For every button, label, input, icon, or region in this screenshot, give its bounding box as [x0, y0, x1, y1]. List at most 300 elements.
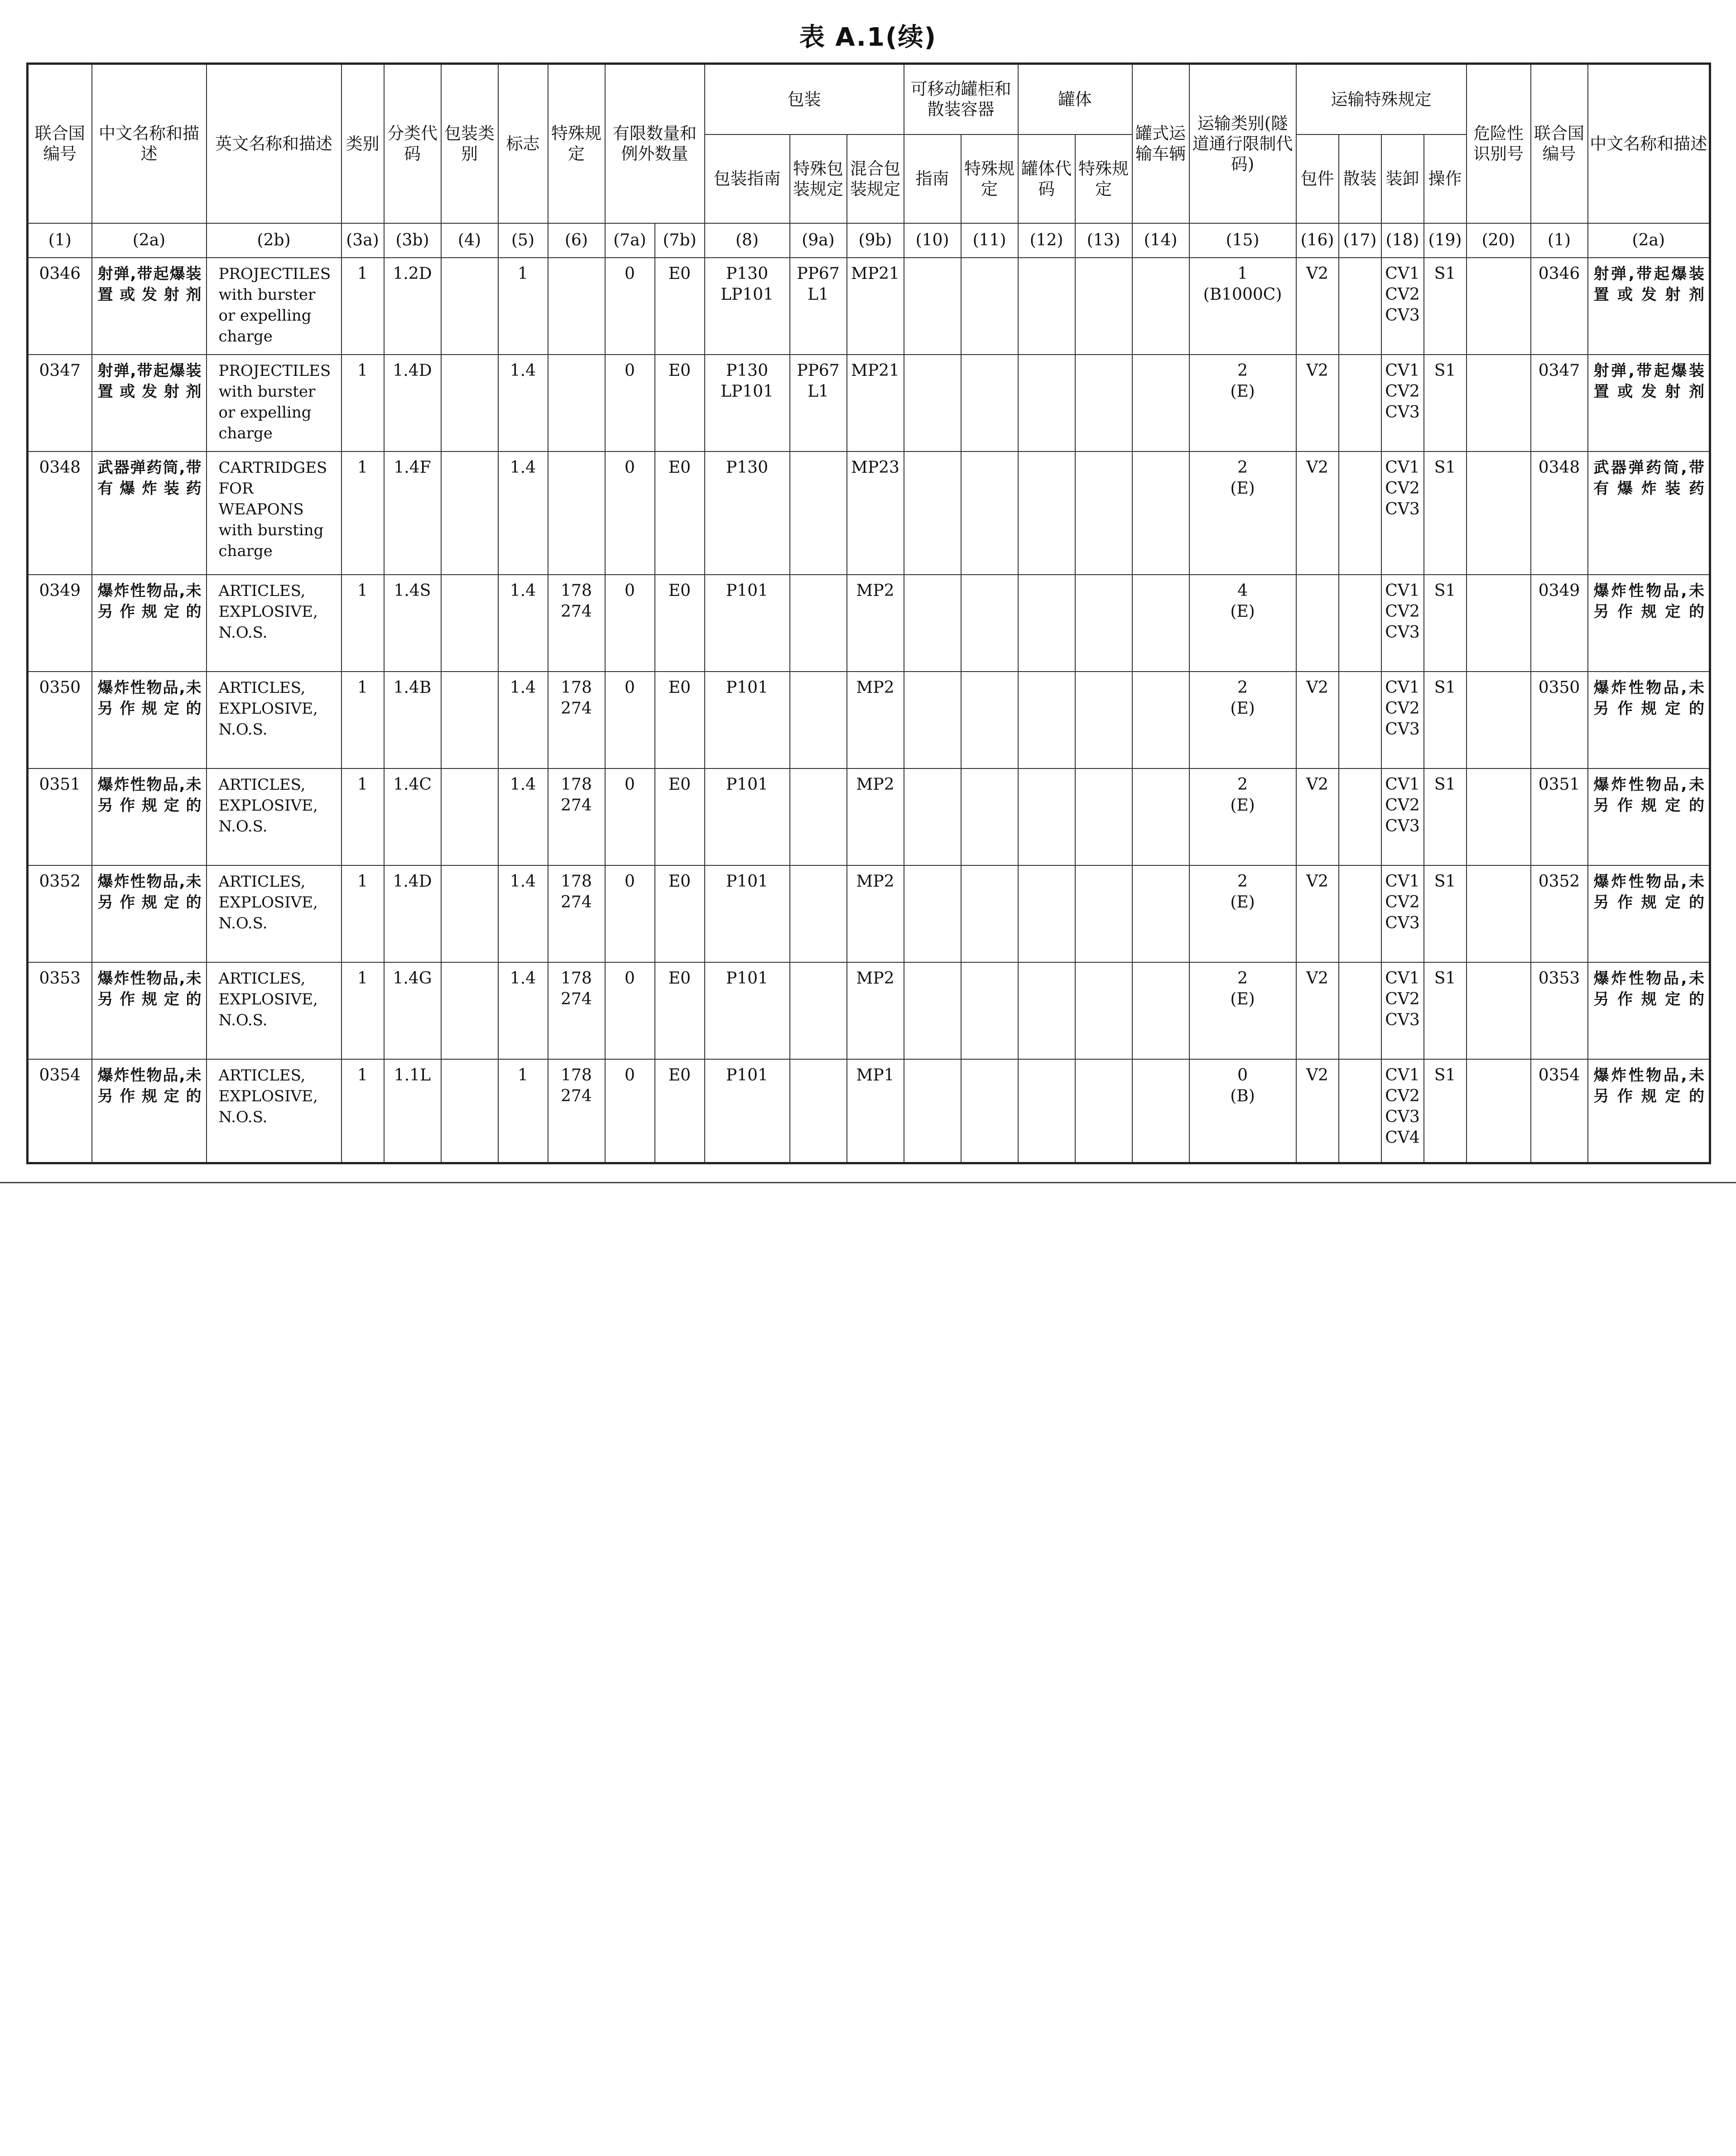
- header-limited-quantity: 有限数量和例外数量: [605, 64, 705, 223]
- column-number: (13): [1075, 223, 1132, 258]
- header-mixed-packing: 混合包装规定: [847, 134, 904, 223]
- cell-mixed-packing: MP1: [847, 1059, 904, 1163]
- cell-tank-vehicle: [1132, 258, 1189, 355]
- cell-pack-instruction: P101: [705, 962, 790, 1059]
- cell-name-en: CARTRIDGES FOR WEAPONS with bursting charge: [207, 451, 341, 575]
- table-row: [28, 865, 1710, 962]
- cell-name-cn: 武器弹药筒,带有爆炸装药: [92, 451, 207, 575]
- cell-ts-operation: S1: [1424, 258, 1467, 355]
- cell-transport-category: 2 (E): [1189, 962, 1296, 1059]
- cell-pt-instruction: [904, 962, 961, 1059]
- cell-ts-package: V2: [1296, 672, 1339, 768]
- cell-name-en: ARTICLES, EXPLOSIVE, N.O.S.: [207, 1059, 341, 1163]
- cell-ts-package: V2: [1296, 258, 1339, 355]
- column-number: (7b): [655, 223, 705, 258]
- cell-tank-code: [1018, 962, 1075, 1059]
- column-number: (9b): [847, 223, 904, 258]
- table-row: [28, 575, 1710, 672]
- cell-ts-bulk: [1339, 258, 1381, 355]
- cell-labels: 1.4: [498, 768, 548, 865]
- cell-tank-special: [1075, 575, 1132, 672]
- cell-special-provisions: [548, 258, 605, 355]
- cell-name-cn-right: 爆炸性物品,未另作规定的: [1588, 575, 1710, 672]
- cell-pt-special: [961, 258, 1018, 355]
- cell-packing-group: [441, 672, 498, 768]
- cell-un-no-right: 0346: [1531, 258, 1588, 355]
- cell-packing-group: [441, 451, 498, 575]
- dangerous-goods-table: [26, 62, 1711, 1164]
- cell-special-packing: [790, 768, 847, 865]
- column-number: (15): [1189, 223, 1296, 258]
- column-number: (1): [28, 223, 92, 258]
- header-class: 类别: [341, 64, 384, 223]
- column-number: (10): [904, 223, 961, 258]
- cell-limited-qty: 0: [605, 451, 655, 575]
- cell-ts-operation: S1: [1424, 865, 1467, 962]
- cell-ts-bulk: [1339, 672, 1381, 768]
- cell-ts-loading: CV1 CV2 CV3: [1381, 865, 1424, 962]
- cell-packing-group: [441, 865, 498, 962]
- cell-un-no: 0353: [28, 962, 92, 1059]
- cell-un-no-right: 0348: [1531, 451, 1588, 575]
- cell-pt-special: [961, 451, 1018, 575]
- page-bottom-rule: [0, 1182, 1736, 1183]
- cell-name-cn-right: 射弹,带起爆装置或发射剂: [1588, 258, 1710, 355]
- cell-tank-special: [1075, 258, 1132, 355]
- cell-ts-package: V2: [1296, 865, 1339, 962]
- table-row: [28, 355, 1710, 451]
- cell-name-en: PROJECTILES with burster or expelling charge: [207, 258, 341, 355]
- cell-class: 1: [341, 962, 384, 1059]
- cell-name-en: ARTICLES, EXPLOSIVE, N.O.S.: [207, 768, 341, 865]
- column-number: (3a): [341, 223, 384, 258]
- table-row: [28, 258, 1710, 355]
- cell-ts-loading: CV1 CV2 CV3 CV4: [1381, 1059, 1424, 1163]
- cell-name-cn: 爆炸性物品,未另作规定的: [92, 768, 207, 865]
- cell-tank-code: [1018, 575, 1075, 672]
- cell-mixed-packing: MP2: [847, 865, 904, 962]
- cell-tank-special: [1075, 672, 1132, 768]
- cell-special-provisions: [548, 451, 605, 575]
- cell-special-packing: [790, 865, 847, 962]
- cell-excepted-qty: E0: [655, 768, 705, 865]
- cell-ts-operation: S1: [1424, 962, 1467, 1059]
- cell-un-no: 0351: [28, 768, 92, 865]
- cell-tank-special: [1075, 768, 1132, 865]
- cell-special-packing: [790, 575, 847, 672]
- cell-class: 1: [341, 768, 384, 865]
- cell-tank-special: [1075, 1059, 1132, 1163]
- cell-name-en: ARTICLES, EXPLOSIVE, N.O.S.: [207, 575, 341, 672]
- cell-pack-instruction: P130 LP101: [705, 355, 790, 451]
- cell-pt-instruction: [904, 575, 961, 672]
- cell-class: 1: [341, 672, 384, 768]
- column-number: (8): [705, 223, 790, 258]
- cell-transport-category: 2 (E): [1189, 865, 1296, 962]
- cell-pack-instruction: P101: [705, 865, 790, 962]
- header-pt-special: 特殊规定: [961, 134, 1018, 223]
- cell-un-no: 0346: [28, 258, 92, 355]
- cell-class-code: 1.4S: [384, 575, 441, 672]
- cell-mixed-packing: MP21: [847, 258, 904, 355]
- column-number: (1): [1531, 223, 1588, 258]
- cell-hazard-id: [1467, 768, 1531, 865]
- cell-hazard-id: [1467, 962, 1531, 1059]
- cell-labels: 1.4: [498, 865, 548, 962]
- cell-ts-package: V2: [1296, 1059, 1339, 1163]
- cell-hazard-id: [1467, 672, 1531, 768]
- cell-class: 1: [341, 865, 384, 962]
- cell-excepted-qty: E0: [655, 672, 705, 768]
- cell-mixed-packing: MP2: [847, 962, 904, 1059]
- cell-tank-vehicle: [1132, 451, 1189, 575]
- cell-un-no: 0349: [28, 575, 92, 672]
- cell-tank-vehicle: [1132, 865, 1189, 962]
- cell-ts-loading: CV1 CV2 CV3: [1381, 258, 1424, 355]
- column-number: (2a): [92, 223, 207, 258]
- cell-tank-vehicle: [1132, 1059, 1189, 1163]
- cell-name-cn-right: 射弹,带起爆装置或发射剂: [1588, 355, 1710, 451]
- cell-transport-category: 2 (E): [1189, 672, 1296, 768]
- cell-tank-code: [1018, 258, 1075, 355]
- cell-ts-loading: CV1 CV2 CV3: [1381, 451, 1424, 575]
- cell-class-code: 1.4D: [384, 355, 441, 451]
- header-tank-special: 特殊规定: [1075, 134, 1132, 223]
- cell-pack-instruction: P101: [705, 1059, 790, 1163]
- cell-special-packing: [790, 672, 847, 768]
- column-number: (2a): [1588, 223, 1710, 258]
- cell-ts-bulk: [1339, 865, 1381, 962]
- cell-excepted-qty: E0: [655, 1059, 705, 1163]
- header-special-provisions: 特殊规定: [548, 64, 605, 223]
- cell-packing-group: [441, 575, 498, 672]
- cell-mixed-packing: MP2: [847, 575, 904, 672]
- cell-pt-special: [961, 768, 1018, 865]
- column-number: (16): [1296, 223, 1339, 258]
- cell-special-provisions: 178 274: [548, 575, 605, 672]
- cell-packing-group: [441, 355, 498, 451]
- header-un-no: 联合国编号: [28, 64, 92, 223]
- column-number: (2b): [207, 223, 341, 258]
- cell-excepted-qty: E0: [655, 258, 705, 355]
- cell-mixed-packing: MP2: [847, 768, 904, 865]
- cell-pack-instruction: P101: [705, 768, 790, 865]
- cell-excepted-qty: E0: [655, 962, 705, 1059]
- cell-tank-vehicle: [1132, 672, 1189, 768]
- cell-ts-loading: CV1 CV2 CV3: [1381, 672, 1424, 768]
- cell-tank-vehicle: [1132, 575, 1189, 672]
- cell-ts-package: V2: [1296, 355, 1339, 451]
- cell-special-provisions: 178 274: [548, 865, 605, 962]
- column-number: (14): [1132, 223, 1189, 258]
- header-pt-instruction: 指南: [904, 134, 961, 223]
- cell-un-no: 0347: [28, 355, 92, 451]
- cell-hazard-id: [1467, 575, 1531, 672]
- cell-special-packing: [790, 1059, 847, 1163]
- cell-ts-package: V2: [1296, 451, 1339, 575]
- cell-packing-group: [441, 962, 498, 1059]
- cell-labels: 1: [498, 258, 548, 355]
- cell-special-provisions: 178 274: [548, 1059, 605, 1163]
- header-ts-bulk: 散装: [1339, 134, 1381, 223]
- cell-tank-code: [1018, 672, 1075, 768]
- cell-pack-instruction: P101: [705, 575, 790, 672]
- column-number: (6): [548, 223, 605, 258]
- table-row: [28, 451, 1710, 575]
- cell-packing-group: [441, 1059, 498, 1163]
- cell-name-cn-right: 爆炸性物品,未另作规定的: [1588, 768, 1710, 865]
- cell-labels: 1: [498, 1059, 548, 1163]
- cell-pt-special: [961, 962, 1018, 1059]
- cell-pt-special: [961, 865, 1018, 962]
- cell-un-no: 0352: [28, 865, 92, 962]
- cell-limited-qty: 0: [605, 768, 655, 865]
- cell-tank-special: [1075, 962, 1132, 1059]
- header-tank-code: 罐体代码: [1018, 134, 1075, 223]
- column-number: (3b): [384, 223, 441, 258]
- cell-mixed-packing: MP21: [847, 355, 904, 451]
- cell-special-packing: [790, 962, 847, 1059]
- cell-packing-group: [441, 768, 498, 865]
- cell-tank-code: [1018, 1059, 1075, 1163]
- header-ts-loading: 装卸: [1381, 134, 1424, 223]
- cell-name-cn-right: 武器弹药筒,带有爆炸装药: [1588, 451, 1710, 575]
- table-row: [28, 1059, 1710, 1163]
- header-ts-operation: 操作: [1424, 134, 1467, 223]
- cell-special-packing: [790, 451, 847, 575]
- cell-tank-vehicle: [1132, 962, 1189, 1059]
- cell-class: 1: [341, 258, 384, 355]
- header-hazard-id: 危险性识别号: [1467, 64, 1531, 223]
- cell-labels: 1.4: [498, 962, 548, 1059]
- cell-tank-special: [1075, 865, 1132, 962]
- cell-limited-qty: 0: [605, 575, 655, 672]
- cell-pt-special: [961, 575, 1018, 672]
- cell-tank-special: [1075, 355, 1132, 451]
- cell-transport-category: 0 (B): [1189, 1059, 1296, 1163]
- column-number-row: [28, 223, 1710, 258]
- cell-hazard-id: [1467, 258, 1531, 355]
- cell-un-no-right: 0352: [1531, 865, 1588, 962]
- cell-name-en: ARTICLES, EXPLOSIVE, N.O.S.: [207, 962, 341, 1059]
- cell-tank-code: [1018, 451, 1075, 575]
- cell-tank-code: [1018, 355, 1075, 451]
- cell-limited-qty: 0: [605, 865, 655, 962]
- column-number: (18): [1381, 223, 1424, 258]
- cell-name-en: PROJECTILES with burster or expelling charge: [207, 355, 341, 451]
- cell-ts-operation: S1: [1424, 672, 1467, 768]
- cell-name-cn: 爆炸性物品,未另作规定的: [92, 865, 207, 962]
- cell-class: 1: [341, 1059, 384, 1163]
- cell-un-no: 0348: [28, 451, 92, 575]
- cell-un-no-right: 0350: [1531, 672, 1588, 768]
- cell-ts-operation: S1: [1424, 575, 1467, 672]
- cell-ts-package: V2: [1296, 768, 1339, 865]
- column-number: (17): [1339, 223, 1381, 258]
- cell-un-no-right: 0353: [1531, 962, 1588, 1059]
- cell-name-cn-right: 爆炸性物品,未另作规定的: [1588, 865, 1710, 962]
- cell-ts-bulk: [1339, 575, 1381, 672]
- cell-tank-vehicle: [1132, 355, 1189, 451]
- cell-class-code: 1.1L: [384, 1059, 441, 1163]
- header-special-packing: 特殊包装规定: [790, 134, 847, 223]
- cell-packing-group: [441, 258, 498, 355]
- cell-hazard-id: [1467, 355, 1531, 451]
- cell-class-code: 1.4D: [384, 865, 441, 962]
- cell-transport-category: 2 (E): [1189, 451, 1296, 575]
- cell-class-code: 1.4C: [384, 768, 441, 865]
- cell-ts-loading: CV1 CV2 CV3: [1381, 575, 1424, 672]
- cell-transport-category: 2 (E): [1189, 768, 1296, 865]
- cell-pt-instruction: [904, 1059, 961, 1163]
- cell-class-code: 1.2D: [384, 258, 441, 355]
- header-tank-vehicle: 罐式运输车辆: [1132, 64, 1189, 223]
- column-number: (12): [1018, 223, 1075, 258]
- cell-ts-bulk: [1339, 355, 1381, 451]
- table-row: [28, 768, 1710, 865]
- header-transport-category: 运输类别(隧道通行限制代码): [1189, 64, 1296, 223]
- cell-special-provisions: 178 274: [548, 962, 605, 1059]
- table-title: 表 A.1(续): [799, 23, 937, 52]
- cell-name-cn-right: 爆炸性物品,未另作规定的: [1588, 1059, 1710, 1163]
- cell-class: 1: [341, 355, 384, 451]
- cell-ts-operation: S1: [1424, 355, 1467, 451]
- cell-pack-instruction: P101: [705, 672, 790, 768]
- cell-ts-package: V2: [1296, 962, 1339, 1059]
- header-class-code: 分类代码: [384, 64, 441, 223]
- cell-pt-instruction: [904, 355, 961, 451]
- cell-name-cn: 射弹,带起爆装置或发射剂: [92, 258, 207, 355]
- cell-special-provisions: 178 274: [548, 672, 605, 768]
- cell-ts-operation: S1: [1424, 1059, 1467, 1163]
- header-name-en: 英文名称和描述: [207, 64, 341, 223]
- cell-name-en: ARTICLES, EXPLOSIVE, N.O.S.: [207, 865, 341, 962]
- cell-special-packing: PP67 L1: [790, 258, 847, 355]
- column-number: (19): [1424, 223, 1467, 258]
- column-number: (11): [961, 223, 1018, 258]
- cell-un-no-right: 0349: [1531, 575, 1588, 672]
- cell-pt-instruction: [904, 865, 961, 962]
- cell-pt-special: [961, 355, 1018, 451]
- cell-labels: 1.4: [498, 355, 548, 451]
- cell-transport-category: 4 (E): [1189, 575, 1296, 672]
- cell-ts-bulk: [1339, 451, 1381, 575]
- cell-pt-special: [961, 672, 1018, 768]
- cell-pack-instruction: P130 LP101: [705, 258, 790, 355]
- cell-ts-bulk: [1339, 1059, 1381, 1163]
- header-name-cn-right: 中文名称和描述: [1588, 64, 1710, 223]
- cell-special-provisions: [548, 355, 605, 451]
- cell-un-no: 0350: [28, 672, 92, 768]
- cell-ts-bulk: [1339, 768, 1381, 865]
- cell-name-cn: 射弹,带起爆装置或发射剂: [92, 355, 207, 451]
- cell-limited-qty: 0: [605, 1059, 655, 1163]
- cell-pt-instruction: [904, 672, 961, 768]
- cell-un-no: 0354: [28, 1059, 92, 1163]
- cell-mixed-packing: MP23: [847, 451, 904, 575]
- table-row: [28, 962, 1710, 1059]
- cell-tank-code: [1018, 768, 1075, 865]
- cell-limited-qty: 0: [605, 672, 655, 768]
- header-transport-special: 运输特殊规定: [1296, 64, 1467, 134]
- header-packing-group: 包装类别: [441, 64, 498, 223]
- cell-hazard-id: [1467, 1059, 1531, 1163]
- cell-special-packing: PP67 L1: [790, 355, 847, 451]
- cell-un-no-right: 0354: [1531, 1059, 1588, 1163]
- cell-class: 1: [341, 575, 384, 672]
- cell-transport-category: 2 (E): [1189, 355, 1296, 451]
- cell-hazard-id: [1467, 451, 1531, 575]
- cell-mixed-packing: MP2: [847, 672, 904, 768]
- cell-tank-code: [1018, 865, 1075, 962]
- column-number: (9a): [790, 223, 847, 258]
- cell-name-cn: 爆炸性物品,未另作规定的: [92, 575, 207, 672]
- cell-name-cn: 爆炸性物品,未另作规定的: [92, 1059, 207, 1163]
- cell-labels: 1.4: [498, 575, 548, 672]
- cell-name-cn-right: 爆炸性物品,未另作规定的: [1588, 962, 1710, 1059]
- cell-ts-operation: S1: [1424, 768, 1467, 865]
- cell-pt-instruction: [904, 768, 961, 865]
- cell-class-code: 1.4F: [384, 451, 441, 575]
- cell-ts-loading: CV1 CV2 CV3: [1381, 962, 1424, 1059]
- cell-excepted-qty: E0: [655, 865, 705, 962]
- column-number: (4): [441, 223, 498, 258]
- header-ts-package: 包件: [1296, 134, 1339, 223]
- header-un-no-right: 联合国编号: [1531, 64, 1588, 223]
- cell-limited-qty: 0: [605, 355, 655, 451]
- cell-labels: 1.4: [498, 672, 548, 768]
- cell-pt-instruction: [904, 451, 961, 575]
- column-number: (20): [1467, 223, 1531, 258]
- cell-tank-vehicle: [1132, 768, 1189, 865]
- cell-class-code: 1.4G: [384, 962, 441, 1059]
- cell-transport-category: 1 (B1000C): [1189, 258, 1296, 355]
- cell-ts-bulk: [1339, 962, 1381, 1059]
- header-tank: 罐体: [1018, 64, 1132, 134]
- header-labels: 标志: [498, 64, 548, 223]
- column-number: (5): [498, 223, 548, 258]
- cell-name-cn: 爆炸性物品,未另作规定的: [92, 962, 207, 1059]
- cell-special-provisions: 178 274: [548, 768, 605, 865]
- cell-name-en: ARTICLES, EXPLOSIVE, N.O.S.: [207, 672, 341, 768]
- header-portable-tank: 可移动罐柜和散装容器: [904, 64, 1018, 134]
- cell-class: 1: [341, 451, 384, 575]
- header-pack-instruction: 包装指南: [705, 134, 790, 223]
- cell-tank-special: [1075, 451, 1132, 575]
- cell-ts-operation: S1: [1424, 451, 1467, 575]
- cell-excepted-qty: E0: [655, 575, 705, 672]
- cell-labels: 1.4: [498, 451, 548, 575]
- cell-ts-package: [1296, 575, 1339, 672]
- cell-excepted-qty: E0: [655, 355, 705, 451]
- cell-pt-special: [961, 1059, 1018, 1163]
- cell-ts-loading: CV1 CV2 CV3: [1381, 355, 1424, 451]
- cell-hazard-id: [1467, 865, 1531, 962]
- cell-un-no-right: 0347: [1531, 355, 1588, 451]
- table-row: [28, 672, 1710, 768]
- cell-un-no-right: 0351: [1531, 768, 1588, 865]
- cell-limited-qty: 0: [605, 962, 655, 1059]
- cell-name-cn: 爆炸性物品,未另作规定的: [92, 672, 207, 768]
- cell-pt-instruction: [904, 258, 961, 355]
- cell-pack-instruction: P130: [705, 451, 790, 575]
- header-packaging: 包装: [705, 64, 904, 134]
- column-number: (7a): [605, 223, 655, 258]
- cell-class-code: 1.4B: [384, 672, 441, 768]
- cell-name-cn-right: 爆炸性物品,未另作规定的: [1588, 672, 1710, 768]
- cell-limited-qty: 0: [605, 258, 655, 355]
- cell-ts-loading: CV1 CV2 CV3: [1381, 768, 1424, 865]
